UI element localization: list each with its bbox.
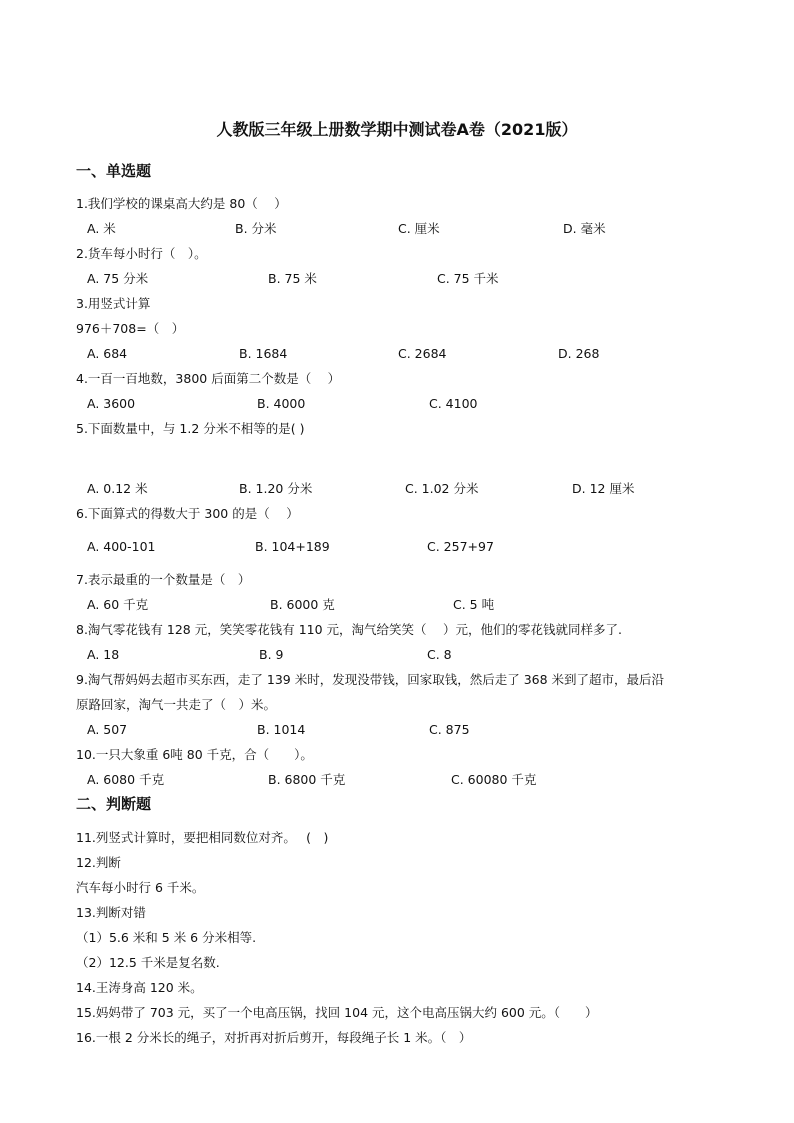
section-heading-single-choice: 一、单选题 bbox=[76, 162, 152, 180]
q1-option-c[interactable]: C. 厘米 bbox=[398, 221, 440, 236]
q8-option-b[interactable]: B. 9 bbox=[259, 647, 284, 662]
question-9-line-1: 9.淘气帮妈妈去超市买东西，走了 139 米时，发现没带钱，回家取钱，然后走了 368 米到了超市，最后沿 bbox=[76, 672, 665, 687]
question-13-statement-1: （1）5.6 米和 5 米 6 分米相等. bbox=[76, 930, 257, 945]
question-11: 11.列竖式计算时，要把相同数位对齐。 ( ) bbox=[76, 830, 329, 845]
question-4: 4.一百一百地数，3800 后面第二个数是（ ） bbox=[76, 371, 341, 386]
q9-option-b[interactable]: B. 1014 bbox=[257, 722, 306, 737]
q10-option-b[interactable]: B. 6800 千克 bbox=[268, 772, 346, 787]
q10-option-a[interactable]: A. 6080 千克 bbox=[87, 772, 165, 787]
question-13-statement-2: （2）12.5 千米是复名数. bbox=[76, 955, 220, 970]
q3-option-a[interactable]: A. 684 bbox=[87, 346, 128, 361]
question-7: 7.表示最重的一个数量是（ ） bbox=[76, 572, 251, 587]
q4-option-b[interactable]: B. 4000 bbox=[257, 396, 306, 411]
question-6: 6.下面算式的得数大于 300 的是（ ） bbox=[76, 506, 299, 521]
q4-option-a[interactable]: A. 3600 bbox=[87, 396, 136, 411]
question-16: 16.一根 2 分米长的绳子，对折再对折后剪开，每段绳子长 1 米。（ ） bbox=[76, 1030, 472, 1045]
q2-option-b[interactable]: B. 75 米 bbox=[268, 271, 317, 286]
question-3: 3.用竖式计算 bbox=[76, 296, 151, 311]
q3-option-c[interactable]: C. 2684 bbox=[398, 346, 447, 361]
q6-option-a[interactable]: A. 400-101 bbox=[87, 539, 156, 554]
q1-option-b[interactable]: B. 分米 bbox=[235, 221, 277, 236]
q1-option-d[interactable]: D. 毫米 bbox=[563, 221, 606, 236]
q2-option-c[interactable]: C. 75 千米 bbox=[437, 271, 499, 286]
q3-option-d[interactable]: D. 268 bbox=[558, 346, 600, 361]
question-10: 10.一只大象重 6吨 80 千克，合（ ）。 bbox=[76, 747, 313, 762]
q8-option-a[interactable]: A. 18 bbox=[87, 647, 120, 662]
page-title: 人教版三年级上册数学期中测试卷A卷（2021版） bbox=[216, 120, 578, 139]
question-13: 13.判断对错 bbox=[76, 905, 146, 920]
q6-option-b[interactable]: B. 104+189 bbox=[255, 539, 330, 554]
q5-option-c[interactable]: C. 1.02 分米 bbox=[405, 481, 479, 496]
q9-option-c[interactable]: C. 875 bbox=[429, 722, 470, 737]
question-12-statement: 汽车每小时行 6 千米。 bbox=[76, 880, 205, 895]
q9-option-a[interactable]: A. 507 bbox=[87, 722, 128, 737]
q3-option-b[interactable]: B. 1684 bbox=[239, 346, 288, 361]
q8-option-c[interactable]: C. 8 bbox=[427, 647, 452, 662]
question-14: 14.王涛身高 120 米。 bbox=[76, 980, 203, 995]
q2-option-a[interactable]: A. 75 分米 bbox=[87, 271, 149, 286]
q1-option-a[interactable]: A. 米 bbox=[87, 221, 116, 236]
q10-option-c[interactable]: C. 60080 千克 bbox=[451, 772, 537, 787]
question-3-expression: 976＋708=（ ） bbox=[76, 321, 185, 336]
q4-option-c[interactable]: C. 4100 bbox=[429, 396, 478, 411]
question-2: 2.货车每小时行（ ）。 bbox=[76, 246, 207, 261]
question-8: 8.淘气零花钱有 128 元，笑笑零花钱有 110 元，淘气给笑笑（ ）元，他们的零花钱就同样多了. bbox=[76, 622, 622, 637]
q5-option-d[interactable]: D. 12 厘米 bbox=[572, 481, 635, 496]
q5-option-a[interactable]: A. 0.12 米 bbox=[87, 481, 148, 496]
q6-option-c[interactable]: C. 257+97 bbox=[427, 539, 494, 554]
q7-option-a[interactable]: A. 60 千克 bbox=[87, 597, 149, 612]
question-15: 15.妈妈带了 703 元，买了一个电高压锅，找回 104 元，这个电高压锅大约 600 元。（ ） bbox=[76, 1005, 598, 1020]
question-9-line-2: 原路回家，淘气一共走了（ ）米。 bbox=[76, 697, 277, 712]
q7-option-c[interactable]: C. 5 吨 bbox=[453, 597, 495, 612]
q5-option-b[interactable]: B. 1.20 分米 bbox=[239, 481, 313, 496]
section-heading-judge: 二、判断题 bbox=[76, 795, 152, 813]
q7-option-b[interactable]: B. 6000 克 bbox=[270, 597, 335, 612]
question-1: 1.我们学校的课桌高大约是 80（ ） bbox=[76, 196, 287, 211]
question-5: 5.下面数量中，与 1.2 分米不相等的是( ) bbox=[76, 421, 305, 436]
question-12: 12.判断 bbox=[76, 855, 121, 870]
